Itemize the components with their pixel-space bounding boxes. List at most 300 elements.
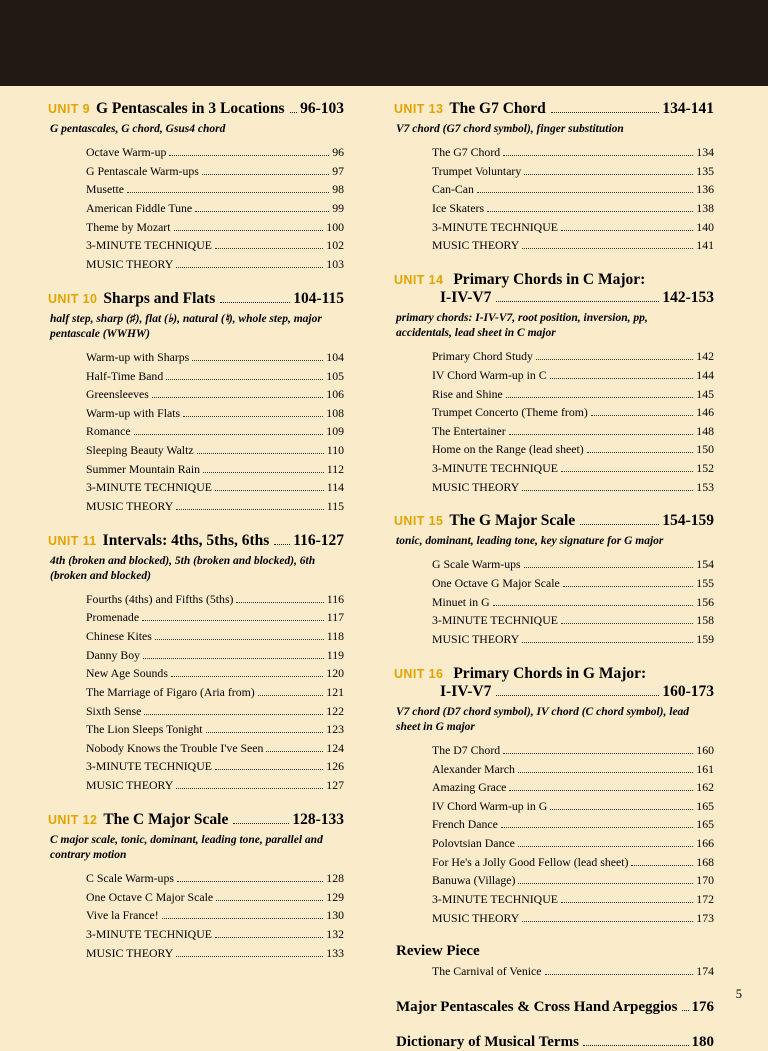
list-item[interactable]	[432, 459, 714, 478]
list-item[interactable]	[432, 162, 714, 181]
piece-page: 110	[326, 443, 344, 458]
piece-title: Polovtsian Dance	[432, 836, 515, 851]
piece-page: 165	[696, 798, 714, 813]
piece-page: 99	[332, 201, 344, 216]
leader-dots	[550, 808, 693, 810]
list-item[interactable]	[432, 422, 714, 441]
piece-title: MUSIC THEORY	[432, 479, 520, 494]
piece-page: 123	[326, 722, 344, 737]
leader-dots	[561, 622, 693, 624]
leader-dots	[152, 396, 323, 398]
list-item[interactable]	[432, 853, 714, 872]
leader-dots	[155, 638, 324, 640]
unit-entry-12	[48, 811, 344, 962]
piece-page: 160	[696, 742, 714, 757]
piece-page: 106	[326, 387, 344, 402]
unit-12-title: The C Major Scale	[103, 810, 229, 828]
list-item[interactable]	[432, 834, 714, 853]
piece-title: 3-MINUTE TECHNIQUE	[86, 926, 212, 941]
list-item[interactable]	[432, 909, 714, 928]
list-item[interactable]	[86, 925, 344, 944]
list-item[interactable]	[432, 741, 714, 760]
unit-12-subtitle: C major scale, tonic, dominant, leading tone, parallel and contrary motion	[50, 833, 323, 861]
list-item[interactable]	[86, 143, 344, 162]
leader-dots	[522, 920, 693, 922]
unit-15-title: The G Major Scale	[449, 512, 576, 530]
leader-dots	[522, 489, 693, 491]
unit-16-title-line1: Primary Chords in G Major:	[453, 664, 647, 682]
unit-15-tag: UNIT 15	[394, 514, 444, 529]
piece-page: 148	[696, 423, 714, 438]
piece-page: 104	[326, 349, 344, 364]
unit-14-pages: 142-153	[662, 288, 714, 306]
list-item[interactable]	[86, 497, 344, 516]
appendix-entry-dictionary[interactable]	[396, 1034, 714, 1051]
piece-title: Summer Mountain Rain	[86, 461, 201, 476]
piece-page: 162	[696, 780, 714, 795]
piece-title: The Entertainer	[432, 423, 506, 438]
unit-entry-9	[48, 100, 344, 274]
unit-entry-11	[48, 532, 344, 795]
list-item[interactable]	[86, 944, 344, 963]
leader-dots	[233, 822, 289, 824]
unit-16-pages: 160-173	[662, 682, 714, 700]
list-item[interactable]	[432, 630, 714, 649]
piece-page: 120	[326, 666, 344, 681]
unit-entry-10	[48, 290, 344, 516]
piece-title: Octave Warm-up	[86, 145, 167, 160]
page-number: 5	[735, 987, 742, 1001]
leader-dots	[561, 470, 693, 472]
leader-dots	[197, 452, 324, 454]
unit-10-pages: 104-115	[293, 289, 344, 307]
list-item[interactable]	[432, 574, 714, 593]
appendix-title: Dictionary of Musical Terms	[396, 1033, 579, 1050]
leader-dots	[176, 266, 323, 268]
piece-title: Romance	[86, 424, 131, 439]
piece-title: Promenade	[86, 610, 140, 625]
unit-13-tag: UNIT 13	[394, 102, 444, 116]
list-item[interactable]	[432, 778, 714, 797]
piece-page: 108	[326, 405, 344, 420]
leader-dots	[215, 936, 323, 938]
piece-title: Warm-up with Flats	[86, 405, 181, 420]
piece-page: 96	[332, 145, 344, 160]
piece-title: IV Chord Warm-up in G	[432, 798, 548, 813]
unit-11-heading[interactable]	[48, 532, 344, 550]
list-item[interactable]	[86, 888, 344, 907]
leader-dots	[220, 301, 290, 303]
leader-dots	[195, 210, 329, 212]
unit-9-subtitle: G pentascales, G chord, Gsus4 chord	[50, 123, 226, 135]
leader-dots	[143, 657, 324, 659]
unit-16-subtitle: V7 chord (D7 chord symbol), IV chord (C chord symbol), lead sheet in G major	[396, 705, 690, 733]
list-item[interactable]	[432, 555, 714, 574]
list-item[interactable]	[432, 180, 714, 199]
leader-dots	[206, 731, 324, 733]
unit-10-subtitle: half step, sharp (♯), flat (♭), natural (♮), whole step, major pentascale (WWHW)	[50, 312, 322, 340]
piece-page: 138	[696, 201, 714, 216]
list-item[interactable]	[432, 385, 714, 404]
list-item[interactable]	[432, 797, 714, 816]
piece-page: 114	[326, 480, 344, 495]
unit-16-title-line2: I-IV-V7	[440, 682, 492, 700]
leader-dots	[493, 604, 694, 606]
list-item[interactable]	[432, 962, 714, 981]
piece-page: 98	[332, 182, 344, 197]
piece-title: Musette	[86, 182, 125, 197]
unit-10-heading[interactable]	[48, 290, 344, 308]
leader-dots	[171, 675, 323, 677]
list-item[interactable]	[86, 162, 344, 181]
leader-dots	[561, 229, 693, 231]
piece-page: 124	[326, 740, 344, 755]
list-item[interactable]	[432, 347, 714, 366]
list-item[interactable]	[86, 180, 344, 199]
piece-page: 155	[696, 576, 714, 591]
list-item[interactable]	[86, 348, 344, 367]
appendix-title: Major Pentascales & Cross Hand Arpeggios	[396, 998, 678, 1015]
piece-page: 126	[326, 759, 344, 774]
piece-page: 102	[326, 238, 344, 253]
piece-title: MUSIC THEORY	[86, 256, 174, 271]
leader-dots	[174, 229, 324, 231]
piece-page: 136	[696, 182, 714, 197]
piece-title: Primary Chord Study	[432, 349, 533, 364]
piece-title: C Scale Warm-ups	[86, 871, 174, 886]
piece-page: 156	[696, 594, 714, 609]
unit-entry-16	[394, 665, 714, 928]
unit-16-tag: UNIT 16	[394, 666, 444, 681]
leader-dots	[522, 247, 693, 249]
piece-page: 172	[696, 891, 714, 906]
leader-dots	[142, 619, 324, 621]
leader-dots	[518, 882, 693, 884]
piece-page: 122	[326, 703, 344, 718]
list-item[interactable]	[86, 664, 344, 683]
leader-dots	[215, 247, 323, 249]
piece-page: 112	[326, 461, 344, 476]
review-piece-list	[394, 962, 714, 981]
piece-page: 161	[696, 761, 714, 776]
unit-10-title: Sharps and Flats	[103, 289, 216, 307]
unit-9-piece-list	[48, 143, 344, 273]
leader-dots	[176, 787, 323, 789]
leader-dots	[274, 543, 290, 545]
list-item[interactable]	[86, 255, 344, 274]
list-item[interactable]	[432, 871, 714, 890]
leader-dots	[127, 191, 329, 193]
list-item[interactable]	[432, 760, 714, 779]
leader-dots	[176, 955, 323, 957]
leader-dots	[580, 523, 659, 525]
unit-15-pages: 154-159	[662, 512, 714, 530]
piece-title: G Scale Warm-ups	[432, 557, 521, 572]
leader-dots	[215, 768, 323, 770]
piece-page: 103	[326, 256, 344, 271]
piece-title: 3-MINUTE TECHNIQUE	[432, 613, 558, 628]
piece-title: MUSIC THEORY	[432, 631, 520, 646]
list-item[interactable]	[86, 720, 344, 739]
unit-13-pages: 134-141	[662, 100, 714, 117]
piece-title: 3-MINUTE TECHNIQUE	[86, 238, 212, 253]
piece-page: 116	[326, 591, 344, 606]
piece-title: Nobody Knows the Trouble I've Seen	[86, 740, 264, 755]
piece-title: MUSIC THEORY	[86, 778, 174, 793]
list-item[interactable]	[432, 815, 714, 834]
piece-title: MUSIC THEORY	[86, 945, 174, 960]
appendix-page: 180	[691, 1033, 714, 1050]
leader-dots	[524, 566, 694, 568]
piece-title: The Marriage of Figaro (Aria from)	[86, 684, 255, 699]
leader-dots	[587, 451, 694, 453]
leader-dots	[536, 358, 693, 360]
piece-title: MUSIC THEORY	[86, 498, 174, 513]
piece-title: One Octave C Major Scale	[86, 889, 214, 904]
piece-title: Chinese Kites	[86, 629, 152, 644]
piece-title: Trumpet Concerto (Theme from)	[432, 405, 588, 420]
leader-dots	[169, 154, 329, 156]
list-item[interactable]	[432, 218, 714, 237]
piece-title: 3-MINUTE TECHNIQUE	[432, 461, 558, 476]
leader-dots	[216, 899, 323, 901]
piece-title: For He's a Jolly Good Fellow (lead sheet)	[432, 854, 629, 869]
unit-12-tag: UNIT 12	[48, 812, 98, 827]
piece-title: IV Chord Warm-up in C	[432, 367, 547, 382]
list-item[interactable]	[86, 757, 344, 776]
unit-11-tag: UNIT 11	[48, 533, 97, 548]
unit-entry-14	[394, 271, 714, 496]
piece-title: 3-MINUTE TECHNIQUE	[432, 219, 558, 234]
unit-10-tag: UNIT 10	[48, 291, 98, 306]
piece-page: 119	[326, 647, 344, 662]
leader-dots	[518, 845, 693, 847]
piece-title: Theme by Mozart	[86, 219, 171, 234]
unit-12-pages: 128-133	[292, 810, 344, 828]
list-item[interactable]	[432, 143, 714, 162]
piece-title: Sixth Sense	[86, 703, 142, 718]
leader-dots	[563, 585, 694, 587]
unit-15-heading[interactable]	[394, 512, 714, 530]
piece-page: 109	[326, 424, 344, 439]
unit-9-pages: 96-103	[300, 100, 344, 117]
piece-page: 150	[696, 442, 714, 457]
unit-14-heading[interactable]	[394, 271, 714, 307]
piece-page: 127	[326, 778, 344, 793]
list-item[interactable]	[86, 702, 344, 721]
leader-dots	[177, 880, 323, 882]
piece-page: 135	[696, 163, 714, 178]
leader-dots	[501, 826, 693, 828]
unit-14-piece-list	[394, 347, 714, 496]
piece-page: 152	[696, 461, 714, 476]
list-item[interactable]	[86, 739, 344, 758]
leader-dots	[509, 789, 693, 791]
leader-dots	[166, 378, 323, 380]
list-item[interactable]	[432, 403, 714, 422]
unit-9-title: G Pentascales in 3 Locations	[96, 100, 285, 117]
leader-dots	[524, 173, 693, 175]
unit-14-title-line2: I-IV-V7	[440, 288, 492, 306]
leader-dots	[487, 210, 693, 212]
leader-dots	[266, 750, 323, 752]
leader-dots	[551, 111, 660, 113]
unit-14-tag: UNIT 14	[394, 272, 444, 287]
piece-title: 3-MINUTE TECHNIQUE	[86, 480, 212, 495]
piece-page: 140	[696, 219, 714, 234]
appendix-entry-pentascales[interactable]	[396, 999, 714, 1016]
piece-title: Can-Can	[432, 182, 474, 197]
list-item[interactable]	[432, 440, 714, 459]
list-item[interactable]	[86, 683, 344, 702]
page-top-band	[0, 0, 768, 86]
unit-13-title: The G7 Chord	[449, 100, 546, 117]
piece-page: 128	[326, 871, 344, 886]
list-item[interactable]	[432, 199, 714, 218]
toc-columns	[0, 100, 768, 1051]
list-item[interactable]	[86, 385, 344, 404]
piece-title: Half-Time Band	[86, 368, 164, 383]
leader-dots	[162, 917, 324, 919]
leader-dots	[545, 973, 694, 975]
list-item[interactable]	[86, 441, 344, 460]
unit-11-pages: 116-127	[293, 531, 344, 549]
unit-16-heading[interactable]	[394, 665, 714, 701]
piece-title: American Fiddle Tune	[86, 201, 193, 216]
piece-page: 168	[696, 854, 714, 869]
piece-title: Ice Skaters	[432, 201, 485, 216]
piece-title: Banuwa (Village)	[432, 873, 516, 888]
unit-16-piece-list	[394, 741, 714, 927]
unit-13-subtitle: V7 chord (G7 chord symbol), finger substitution	[396, 123, 624, 135]
piece-title: MUSIC THEORY	[432, 910, 520, 925]
piece-title: The G7 Chord	[432, 145, 501, 160]
piece-title: 3-MINUTE TECHNIQUE	[86, 759, 212, 774]
unit-11-piece-list	[48, 590, 344, 795]
piece-title: French Dance	[432, 817, 498, 832]
unit-13-piece-list	[394, 143, 714, 255]
leader-dots	[183, 415, 323, 417]
leader-dots	[503, 154, 693, 156]
list-item[interactable]	[432, 366, 714, 385]
piece-page: 154	[696, 557, 714, 572]
unit-9-heading[interactable]	[48, 100, 344, 118]
piece-title: 3-MINUTE TECHNIQUE	[432, 891, 558, 906]
piece-title: New Age Sounds	[86, 666, 168, 681]
leader-dots	[202, 173, 329, 175]
list-item[interactable]	[86, 460, 344, 479]
leader-dots	[236, 601, 323, 603]
list-item[interactable]	[86, 776, 344, 795]
piece-page: 165	[696, 817, 714, 832]
leader-dots	[506, 396, 694, 398]
leader-dots	[682, 1009, 689, 1011]
list-item[interactable]	[432, 236, 714, 255]
piece-page: 118	[326, 629, 344, 644]
unit-13-heading[interactable]	[394, 100, 714, 118]
unit-12-heading[interactable]	[48, 811, 344, 829]
piece-page: 129	[326, 889, 344, 904]
list-item[interactable]	[86, 218, 344, 237]
unit-9-tag: UNIT 9	[48, 102, 90, 116]
piece-title: Trumpet Voluntary	[432, 163, 522, 178]
list-item[interactable]	[86, 608, 344, 627]
review-piece-section	[394, 943, 714, 981]
piece-page: 141	[696, 238, 714, 253]
leader-dots	[258, 694, 324, 696]
piece-page: 145	[696, 386, 714, 401]
piece-page: 166	[696, 836, 714, 851]
leader-dots	[192, 359, 323, 361]
piece-title: Vive la France!	[86, 908, 159, 923]
piece-title: MUSIC THEORY	[432, 238, 520, 253]
unit-14-subtitle: primary chords: I-IV-V7, root position, inversion, pp, accidentals, lead sheet in C major	[396, 311, 648, 340]
leader-dots	[591, 414, 693, 416]
list-item[interactable]	[86, 404, 344, 423]
leader-dots	[477, 191, 693, 193]
piece-page: 158	[696, 613, 714, 628]
piece-page: 134	[696, 145, 714, 160]
leader-dots	[496, 694, 659, 696]
piece-page: 97	[332, 163, 344, 178]
list-item[interactable]	[432, 593, 714, 612]
leader-dots	[496, 300, 659, 302]
list-item[interactable]	[86, 906, 344, 925]
unit-15-piece-list	[394, 555, 714, 648]
list-item[interactable]	[86, 478, 344, 497]
piece-page: 133	[326, 945, 344, 960]
list-item[interactable]	[86, 236, 344, 255]
list-item[interactable]	[432, 890, 714, 909]
list-item[interactable]	[432, 478, 714, 497]
leader-dots	[509, 433, 694, 435]
leader-dots	[561, 901, 693, 903]
piece-title: Amazing Grace	[432, 780, 507, 795]
piece-page: 159	[696, 631, 714, 646]
piece-title: Danny Boy	[86, 647, 141, 662]
unit-11-subtitle: 4th (broken and blocked), 5th (broken and blocked), 6th (broken and blocked)	[50, 554, 316, 582]
piece-page: 144	[696, 367, 714, 382]
leader-dots	[134, 433, 324, 435]
piece-title: The Lion Sleeps Tonight	[86, 722, 203, 737]
list-item[interactable]	[86, 646, 344, 665]
piece-page: 130	[326, 908, 344, 923]
list-item[interactable]	[86, 627, 344, 646]
piece-title: One Octave G Major Scale	[432, 576, 560, 591]
piece-page: 121	[326, 684, 344, 699]
list-item[interactable]	[86, 422, 344, 441]
piece-page: 100	[326, 219, 344, 234]
list-item[interactable]	[86, 367, 344, 386]
piece-title: Warm-up with Sharps	[86, 349, 190, 364]
piece-title: Minuet in G	[432, 594, 490, 609]
leader-dots	[631, 864, 693, 866]
unit-11-title: Intervals: 4ths, 5ths, 6ths	[102, 531, 270, 549]
unit-10-piece-list	[48, 348, 344, 516]
piece-title: Home on the Range (lead sheet)	[432, 442, 584, 457]
leader-dots	[144, 713, 323, 715]
piece-page: 153	[696, 479, 714, 494]
list-item[interactable]	[86, 869, 344, 888]
list-item[interactable]	[86, 590, 344, 609]
list-item[interactable]	[432, 611, 714, 630]
appendix-page: 176	[691, 998, 714, 1015]
unit-entry-15	[394, 512, 714, 648]
piece-title: Fourths (4ths) and Fifths (5ths)	[86, 591, 234, 606]
list-item[interactable]	[86, 199, 344, 218]
right-column	[344, 100, 714, 1051]
piece-page: 132	[326, 926, 344, 941]
